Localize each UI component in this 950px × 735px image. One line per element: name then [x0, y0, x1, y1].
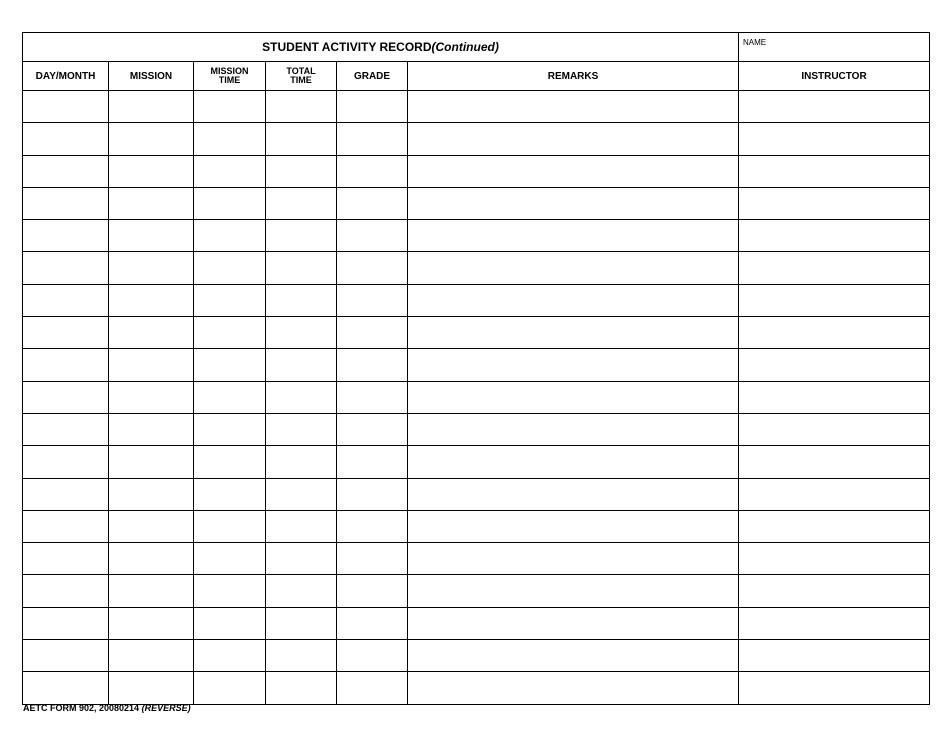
cell-instructor[interactable] [739, 446, 930, 478]
cell-total-time[interactable] [266, 446, 337, 478]
cell-day-month[interactable] [23, 413, 109, 445]
cell-instructor[interactable] [739, 155, 930, 187]
cell-grade[interactable] [337, 672, 408, 704]
cell-mission[interactable] [109, 284, 194, 316]
cell-mission-time[interactable] [194, 91, 266, 123]
table-row [23, 510, 930, 542]
cell-instructor[interactable] [739, 672, 930, 704]
cell-instructor[interactable] [739, 478, 930, 510]
cell-day-month[interactable] [23, 381, 109, 413]
column-header-instructor: INSTRUCTOR [739, 62, 930, 91]
cell-total-time[interactable] [266, 672, 337, 704]
cell-mission-time[interactable] [194, 381, 266, 413]
cell-day-month[interactable] [23, 478, 109, 510]
cell-remarks[interactable] [408, 220, 739, 252]
cell-mission[interactable] [109, 640, 194, 672]
activity-table [22, 32, 930, 705]
cell-remarks[interactable] [408, 284, 739, 316]
cell-remarks[interactable] [408, 91, 739, 123]
cell-grade[interactable] [337, 91, 408, 123]
cell-day-month[interactable] [23, 575, 109, 607]
cell-day-month[interactable] [23, 123, 109, 155]
table-row [23, 543, 930, 575]
cell-total-time[interactable] [266, 155, 337, 187]
cell-mission-time[interactable] [194, 349, 266, 381]
column-header-grade: GRADE [337, 62, 408, 91]
cell-instructor[interactable] [739, 317, 930, 349]
cell-grade[interactable] [337, 317, 408, 349]
cell-mission[interactable] [109, 220, 194, 252]
cell-total-time[interactable] [266, 575, 337, 607]
form-id: AETC FORM 902, 20080214 [23, 703, 140, 713]
cell-total-time[interactable] [266, 543, 337, 575]
cell-total-time[interactable] [266, 123, 337, 155]
cell-total-time[interactable] [266, 349, 337, 381]
table-row [23, 672, 930, 704]
cell-mission-time[interactable] [194, 187, 266, 219]
cell-total-time[interactable] [266, 607, 337, 639]
cell-mission[interactable] [109, 252, 194, 284]
cell-remarks[interactable] [408, 381, 739, 413]
column-header-mission-time: MISSION TIME [194, 62, 266, 91]
cell-remarks[interactable] [408, 672, 739, 704]
cell-mission-time[interactable] [194, 575, 266, 607]
cell-mission[interactable] [109, 510, 194, 542]
cell-day-month[interactable] [23, 155, 109, 187]
cell-mission[interactable] [109, 123, 194, 155]
cell-remarks[interactable] [408, 510, 739, 542]
cell-total-time[interactable] [266, 413, 337, 445]
cell-instructor[interactable] [739, 187, 930, 219]
cell-grade[interactable] [337, 575, 408, 607]
table-row [23, 284, 930, 316]
cell-grade[interactable] [337, 607, 408, 639]
name-field[interactable] [739, 33, 930, 62]
cell-instructor[interactable] [739, 349, 930, 381]
cell-mission[interactable] [109, 543, 194, 575]
cell-mission[interactable] [109, 413, 194, 445]
cell-remarks[interactable] [408, 349, 739, 381]
cell-remarks[interactable] [408, 575, 739, 607]
name-label: NAME [743, 38, 767, 47]
cell-day-month[interactable] [23, 187, 109, 219]
cell-day-month[interactable] [23, 446, 109, 478]
cell-mission[interactable] [109, 607, 194, 639]
cell-remarks[interactable] [408, 543, 739, 575]
cell-mission-time[interactable] [194, 510, 266, 542]
cell-grade[interactable] [337, 187, 408, 219]
column-header-total-time: TOTAL TIME [266, 62, 337, 91]
table-row [23, 446, 930, 478]
cell-mission[interactable] [109, 381, 194, 413]
cell-grade[interactable] [337, 284, 408, 316]
cell-grade[interactable] [337, 155, 408, 187]
table-row [23, 220, 930, 252]
cell-day-month[interactable] [23, 284, 109, 316]
cell-instructor[interactable] [739, 381, 930, 413]
cell-grade[interactable] [337, 478, 408, 510]
cell-remarks[interactable] [408, 640, 739, 672]
cell-total-time[interactable] [266, 640, 337, 672]
cell-remarks[interactable] [408, 317, 739, 349]
cell-mission-time[interactable] [194, 672, 266, 704]
cell-mission[interactable] [109, 446, 194, 478]
cell-remarks[interactable] [408, 123, 739, 155]
cell-day-month[interactable] [23, 607, 109, 639]
cell-instructor[interactable] [739, 220, 930, 252]
cell-mission-time[interactable] [194, 478, 266, 510]
form-title [23, 33, 739, 62]
cell-mission-time[interactable] [194, 123, 266, 155]
cell-remarks[interactable] [408, 413, 739, 445]
table-row [23, 381, 930, 413]
table-row [23, 607, 930, 639]
cell-total-time[interactable] [266, 478, 337, 510]
cell-instructor[interactable] [739, 640, 930, 672]
cell-mission-time[interactable] [194, 543, 266, 575]
cell-instructor[interactable] [739, 510, 930, 542]
cell-mission-time[interactable] [194, 640, 266, 672]
cell-mission[interactable] [109, 91, 194, 123]
table-row [23, 317, 930, 349]
cell-day-month[interactable] [23, 510, 109, 542]
table-row [23, 252, 930, 284]
cell-instructor[interactable] [739, 607, 930, 639]
column-header-mission: MISSION [109, 62, 194, 91]
cell-mission[interactable] [109, 575, 194, 607]
cell-mission-time[interactable] [194, 155, 266, 187]
cell-day-month[interactable] [23, 220, 109, 252]
form-title-suffix: (Continued) [431, 40, 499, 54]
cell-total-time[interactable] [266, 91, 337, 123]
cell-day-month[interactable] [23, 252, 109, 284]
cell-remarks[interactable] [408, 252, 739, 284]
cell-instructor[interactable] [739, 91, 930, 123]
cell-remarks[interactable] [408, 155, 739, 187]
cell-remarks[interactable] [408, 446, 739, 478]
table-row [23, 123, 930, 155]
cell-total-time[interactable] [266, 252, 337, 284]
cell-grade[interactable] [337, 381, 408, 413]
cell-mission[interactable] [109, 478, 194, 510]
table-row [23, 91, 930, 123]
table-row [23, 187, 930, 219]
cell-mission[interactable] [109, 155, 194, 187]
cell-mission-time[interactable] [194, 317, 266, 349]
cell-mission-time[interactable] [194, 284, 266, 316]
cell-instructor[interactable] [739, 543, 930, 575]
cell-total-time[interactable] [266, 220, 337, 252]
cell-instructor[interactable] [739, 575, 930, 607]
form-side: (REVERSE) [141, 703, 191, 713]
table-row [23, 575, 930, 607]
cell-remarks[interactable] [408, 478, 739, 510]
table-row [23, 413, 930, 445]
cell-total-time[interactable] [266, 187, 337, 219]
cell-day-month[interactable] [23, 91, 109, 123]
cell-instructor[interactable] [739, 123, 930, 155]
cell-mission[interactable] [109, 349, 194, 381]
cell-instructor[interactable] [739, 252, 930, 284]
cell-mission-time[interactable] [194, 220, 266, 252]
cell-grade[interactable] [337, 123, 408, 155]
cell-grade[interactable] [337, 543, 408, 575]
table-body [23, 91, 930, 705]
cell-instructor[interactable] [739, 284, 930, 316]
cell-grade[interactable] [337, 446, 408, 478]
table-row [23, 640, 930, 672]
cell-day-month[interactable] [23, 543, 109, 575]
table-row [23, 349, 930, 381]
cell-mission[interactable] [109, 672, 194, 704]
cell-instructor[interactable] [739, 413, 930, 445]
cell-total-time[interactable] [266, 510, 337, 542]
cell-grade[interactable] [337, 252, 408, 284]
title-row [23, 33, 930, 62]
cell-mission-time[interactable] [194, 252, 266, 284]
form-title-text: STUDENT ACTIVITY RECORD [262, 40, 432, 54]
cell-mission-time[interactable] [194, 413, 266, 445]
cell-total-time[interactable] [266, 317, 337, 349]
cell-total-time[interactable] [266, 284, 337, 316]
cell-remarks[interactable] [408, 187, 739, 219]
cell-day-month[interactable] [23, 349, 109, 381]
cell-grade[interactable] [337, 413, 408, 445]
cell-total-time[interactable] [266, 381, 337, 413]
cell-day-month[interactable] [23, 672, 109, 704]
cell-grade[interactable] [337, 220, 408, 252]
column-header-day-month: DAY/MONTH [23, 62, 109, 91]
student-activity-record-form [22, 32, 929, 705]
cell-grade[interactable] [337, 640, 408, 672]
cell-mission-time[interactable] [194, 446, 266, 478]
cell-mission[interactable] [109, 317, 194, 349]
cell-grade[interactable] [337, 349, 408, 381]
column-header-remarks: REMARKS [408, 62, 739, 91]
cell-remarks[interactable] [408, 607, 739, 639]
cell-grade[interactable] [337, 510, 408, 542]
cell-mission[interactable] [109, 187, 194, 219]
column-header-row [23, 62, 930, 91]
form-footer [23, 703, 191, 713]
cell-day-month[interactable] [23, 317, 109, 349]
cell-mission-time[interactable] [194, 607, 266, 639]
cell-day-month[interactable] [23, 640, 109, 672]
table-row [23, 478, 930, 510]
table-row [23, 155, 930, 187]
